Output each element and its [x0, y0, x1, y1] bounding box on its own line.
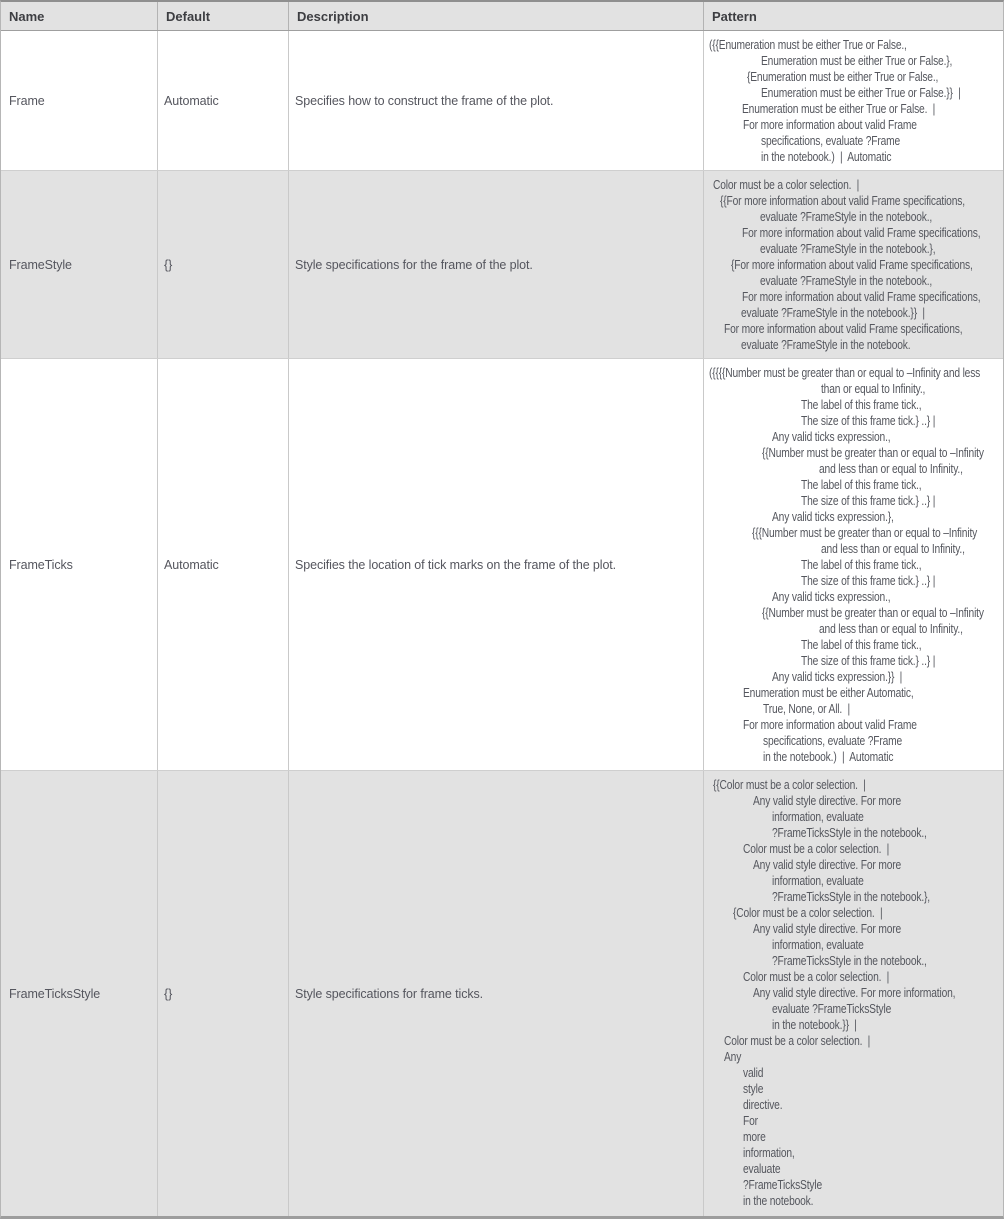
description-cell [289, 31, 704, 170]
pattern-line: {Color must be a color selection. | [733, 906, 883, 920]
default-cell [158, 771, 289, 1216]
table-row-framestyle [1, 171, 1003, 359]
pattern-line: information, evaluate [772, 938, 864, 952]
pattern-line: Any [724, 1050, 742, 1064]
pattern-line: evaluate ?FrameStyle in the notebook., [760, 274, 933, 288]
default-cell [158, 171, 289, 358]
pattern-line: and less than or equal to Infinity., [819, 622, 963, 636]
pattern-line: For more information about valid Frame [743, 718, 917, 732]
pattern-cell [704, 359, 1003, 770]
pattern-line: ?FrameTicksStyle [743, 1178, 823, 1192]
pattern-line: ({{Enumeration must be either True or False., [709, 38, 907, 52]
pattern-line: evaluate ?FrameStyle in the notebook. [741, 338, 911, 352]
pattern-line: For more information about valid Frame specifications, [742, 290, 981, 304]
pattern-line: The label of this frame tick., [801, 638, 922, 652]
pattern-line: Enumeration must be either True or False.}, [761, 54, 953, 68]
table-row-frameticksstyle [1, 771, 1003, 1216]
column-header-default [158, 2, 289, 30]
pattern-line: evaluate ?FrameStyle in the notebook., [760, 210, 933, 224]
option-description: Style specifications for frame ticks. [295, 986, 484, 1001]
pattern-line: evaluate ?FrameStyle in the notebook.}, [760, 242, 936, 256]
pattern-line: information, [743, 1146, 795, 1160]
column-header-pattern [704, 2, 1003, 30]
pattern-line: Color must be a color selection. | [713, 178, 860, 192]
pattern-line: For more information about valid Frame specifications, [724, 322, 963, 336]
pattern-line: evaluate ?FrameTicksStyle [772, 1002, 892, 1016]
pattern-line: {{{Number must be greater than or equal to –Infinity [752, 526, 978, 540]
name-cell [1, 771, 158, 1216]
pattern-line: information, evaluate [772, 874, 864, 888]
option-name: FrameStyle [9, 257, 72, 272]
option-default: {} [164, 257, 173, 272]
name-cell [1, 31, 158, 170]
column-header-description [289, 2, 704, 30]
pattern-line: Any valid ticks expression.}, [772, 510, 894, 524]
pattern-line: ({{{{Number must be greater than or equal to –Infinity and less [709, 366, 981, 380]
option-description: Style specifications for the frame of the plot. [295, 257, 533, 272]
description-cell [289, 359, 704, 770]
pattern-line: Color must be a color selection. | [743, 842, 890, 856]
default-cell [158, 31, 289, 170]
table-row-frame [1, 31, 1003, 171]
pattern-line: specifications, evaluate ?Frame [763, 734, 903, 748]
pattern-line: For [743, 1114, 758, 1128]
pattern-line: {For more information about valid Frame specifications, [731, 258, 973, 272]
option-default: Automatic [164, 93, 219, 108]
pattern-line: For more information about valid Frame specifications, [742, 226, 981, 240]
pattern-line: For more information about valid Frame [743, 118, 917, 132]
pattern-line: The label of this frame tick., [801, 398, 922, 412]
pattern-line: and less than or equal to Infinity., [821, 542, 965, 556]
table-row-frameticks [1, 359, 1003, 771]
option-name: FrameTicksStyle [9, 986, 101, 1001]
pattern-line: The label of this frame tick., [801, 478, 922, 492]
pattern-line: Any valid style directive. For more [753, 794, 902, 808]
pattern-line: and less than or equal to Infinity., [819, 462, 963, 476]
option-default: {} [164, 986, 173, 1001]
pattern-line: information, evaluate [772, 810, 864, 824]
pattern-line: {{Number must be greater than or equal to –Infinity [762, 446, 984, 460]
column-header-name [1, 2, 158, 30]
pattern-line: Any valid ticks expression.}} | [772, 670, 903, 684]
pattern-line: The label of this frame tick., [801, 558, 922, 572]
pattern-line: more [743, 1130, 766, 1144]
pattern-line: Any valid style directive. For more [753, 922, 902, 936]
pattern-line: Enumeration must be either Automatic, [743, 686, 914, 700]
pattern-line: Any valid style directive. For more [753, 858, 902, 872]
pattern-line: Any valid ticks expression., [772, 430, 891, 444]
option-description: Specifies how to construct the frame of the plot. [295, 93, 554, 108]
option-description: Specifies the location of tick marks on the frame of the plot. [295, 557, 617, 572]
pattern-line: directive. [743, 1098, 783, 1112]
pattern-cell [704, 771, 1003, 1216]
pattern-line: than or equal to Infinity., [821, 382, 926, 396]
pattern-cell [704, 31, 1003, 170]
pattern-line: ?FrameTicksStyle in the notebook., [772, 954, 927, 968]
pattern-line: in the notebook.) | Automatic [763, 750, 894, 764]
pattern-line: evaluate [743, 1162, 781, 1176]
column-header-default-label: Default [166, 8, 211, 24]
option-name: FrameTicks [9, 557, 73, 572]
default-cell [158, 359, 289, 770]
name-cell [1, 359, 158, 770]
option-name: Frame [9, 93, 45, 108]
pattern-line: in the notebook.) | Automatic [761, 150, 892, 164]
pattern-line: in the notebook.}} | [772, 1018, 857, 1032]
column-header-name-label: Name [9, 8, 45, 24]
pattern-line: The size of this frame tick.} ..} | [801, 414, 936, 428]
pattern-line: in the notebook. [743, 1194, 814, 1208]
pattern-cell [704, 171, 1003, 358]
pattern-line: evaluate ?FrameStyle in the notebook.}} | [741, 306, 925, 320]
pattern-line: {Enumeration must be either True or False., [747, 70, 939, 84]
table-header-row [1, 2, 1003, 31]
pattern-line: {{Color must be a color selection. | [713, 778, 866, 792]
description-cell [289, 171, 704, 358]
pattern-line: specifications, evaluate ?Frame [761, 134, 901, 148]
pattern-line: style [743, 1082, 764, 1096]
pattern-line: Color must be a color selection. | [724, 1034, 871, 1048]
pattern-line: The size of this frame tick.} ..} | [801, 654, 936, 668]
pattern-line: The size of this frame tick.} ..} | [801, 494, 936, 508]
option-default: Automatic [164, 557, 219, 572]
pattern-line: Color must be a color selection. | [743, 970, 890, 984]
description-cell [289, 771, 704, 1216]
pattern-line: Enumeration must be either True or False.}} | [761, 86, 961, 100]
pattern-line: {{For more information about valid Frame specifications, [720, 194, 965, 208]
pattern-line: True, None, or All. | [763, 702, 850, 716]
pattern-line: Any valid style directive. For more information, [753, 986, 956, 1000]
pattern-line: The size of this frame tick.} ..} | [801, 574, 936, 588]
name-cell [1, 171, 158, 358]
column-header-description-label: Description [297, 8, 369, 24]
pattern-line: valid [743, 1066, 764, 1080]
pattern-line: {{Number must be greater than or equal to –Infinity [762, 606, 984, 620]
column-header-pattern-label: Pattern [712, 8, 757, 24]
pattern-line: Enumeration must be either True or False. | [742, 102, 936, 116]
pattern-line: ?FrameTicksStyle in the notebook., [772, 826, 927, 840]
pattern-line: ?FrameTicksStyle in the notebook.}, [772, 890, 930, 904]
pattern-line: Any valid ticks expression., [772, 590, 891, 604]
